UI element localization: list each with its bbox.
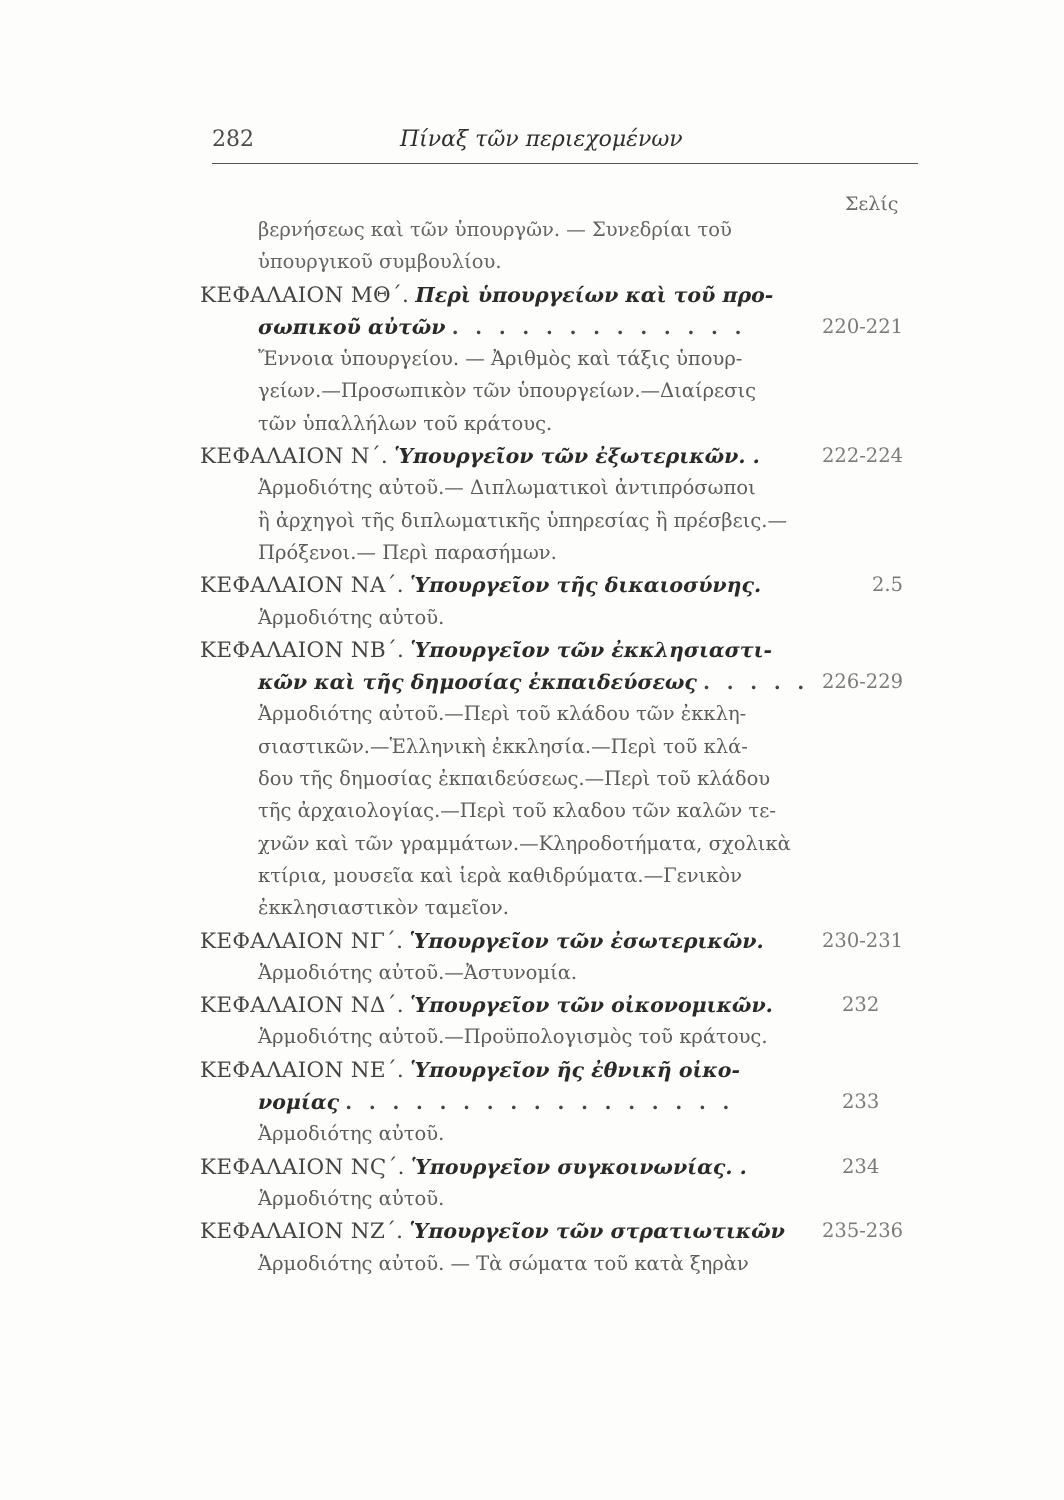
subtopic-text: Ἁρμοδιότης αὐτοῦ. — Τὰ σώματα τοῦ κατὰ ξηρὰν	[258, 1251, 749, 1275]
subtopic-line	[200, 537, 920, 569]
subtopic-line	[200, 472, 920, 504]
subtopic-line	[200, 505, 920, 537]
subtopic-line	[200, 602, 920, 634]
subtopic-line	[200, 408, 920, 440]
continuation-text: ὑπουργικοῦ συμβουλίου.	[258, 250, 502, 274]
subtopic-line	[200, 1248, 920, 1280]
chapter-label: ΚΕΦΑΛΑΙΟΝ ΝϚ΄.	[200, 1154, 405, 1180]
subtopic-text: Ἁρμοδιότης αὐτοῦ.— Διπλωματικοὶ ἀντιπρόσωποι	[258, 476, 756, 500]
chapter-label: ΚΕΦΑΛΑΙΟΝ ΜΘ΄.	[200, 282, 410, 308]
subtopic-text: ἢ ἀρχηγοὶ τῆς διπλωματικῆς ὑπηρεσίας ἢ πρέσβεις.—	[258, 508, 787, 532]
chapter-heading	[200, 279, 920, 311]
leader-dots: . . . . .	[703, 671, 810, 695]
leader-dots: . . . . . . . . . . . . . . . . .	[345, 1091, 735, 1115]
subtopic-text: Ἁρμοδιότης αὐτοῦ.—Ἀστυνομία.	[258, 960, 578, 984]
chapter-title-continuation	[200, 666, 920, 698]
chapter-label: ΚΕΦΑΛΑΙΟΝ ΝΒ΄.	[200, 637, 405, 663]
chapter-heading	[200, 925, 920, 957]
subtopic-text: τῆς ἀρχαιολογίας.—Περὶ τοῦ κλαδου τῶν καλῶν τε-	[258, 799, 776, 823]
subtopic-text: σιαστικῶν.—Ἑλληνικὴ ἐκκλησία.—Περὶ τοῦ κλά-	[258, 734, 748, 758]
subtopic-line	[200, 957, 920, 989]
chapter-heading	[200, 634, 920, 666]
continuation-text: βερνήσεως καὶ τῶν ὑπουργῶν. — Συνεδρίαι τοῦ	[258, 218, 732, 241]
leader-dots: . . . . . . . . . . . . .	[451, 315, 747, 339]
page-reference: 233	[842, 1090, 880, 1114]
chapter-title: Ὑπουργεῖον τῆς δικαιοσύνης.	[410, 573, 762, 598]
page-reference: 235-236	[822, 1219, 904, 1243]
subtopic-text: Ἁρμοδιότης αὐτοῦ.	[258, 1186, 445, 1210]
chapter-title-continuation	[200, 1086, 920, 1118]
subtopic-line	[200, 763, 920, 795]
subtopic-line	[200, 892, 920, 924]
chapter-title: Ὑπουργεῖον ῆς ἐθνικῆ οἰκο-	[410, 1057, 740, 1082]
toc-line	[200, 214, 920, 246]
subtopic-text: Ἁρμοδιότης αὐτοῦ.—Περὶ τοῦ κλάδου τῶν ἐκκλη-	[258, 702, 747, 726]
chapter-title: σωπικοῦ αὐτῶν	[258, 314, 446, 339]
subtopic-line	[200, 375, 920, 407]
page-reference: 226-229	[822, 670, 904, 694]
subtopic-line	[200, 1183, 920, 1215]
page-reference: 230-231	[822, 928, 904, 952]
header-rule	[212, 163, 918, 164]
subtopic-line	[200, 343, 920, 375]
chapter-title: Ὑπουργεῖον τῶν ἐκκλησιαστι-	[410, 637, 773, 662]
page-reference: 222-224	[822, 444, 904, 468]
subtopic-text: γείων.—Προσωπικὸν τῶν ὑπουργείων.—Διαίρεσις	[258, 379, 757, 403]
subtopic-text: χνῶν καὶ τῶν γραμμάτων.—Κληροδοτήματα, σχολικὰ	[258, 831, 791, 855]
subtopic-line	[200, 828, 920, 860]
subtopic-line	[200, 698, 920, 730]
chapter-title: Ὑπουργεῖον τῶν ἐσωτερικῶν.	[409, 928, 764, 953]
subtopic-text: δου τῆς δημοσίας ἐκπαιδεύσεως.—Περὶ τοῦ κλάδου	[258, 767, 771, 791]
page-reference: 2.5	[872, 573, 904, 597]
chapter-title: νομίας	[258, 1090, 340, 1115]
subtopic-text: Ἁρμοδιότης αὐτοῦ.	[258, 605, 445, 629]
page-reference: 232	[842, 993, 880, 1017]
page-number: 282	[212, 127, 254, 152]
chapter-title: Περὶ ὑπουργείων καὶ τοῦ προ-	[415, 282, 774, 307]
running-title: Πίναξ τῶν περιεχομένων	[400, 127, 683, 152]
chapter-heading	[200, 989, 920, 1021]
chapter-title: Ὑπουργεῖον τῶν οἰκονομικῶν.	[410, 993, 773, 1018]
toc-line	[200, 246, 920, 278]
chapter-heading	[200, 1151, 920, 1183]
chapter-label: ΚΕΦΑΛΑΙΟΝ ΝΑ΄.	[200, 573, 404, 599]
subtopic-text: τῶν ὑπαλλήλων τοῦ κράτους.	[258, 411, 553, 435]
table-of-contents	[200, 214, 920, 1280]
subtopic-line	[200, 860, 920, 892]
chapter-label: ΚΕΦΑΛΑΙΟΝ ΝΓ΄.	[200, 928, 404, 954]
chapter-label: ΚΕΦΑΛΑΙΟΝ ΝΔ΄.	[200, 993, 404, 1019]
chapter-title: Ὑπουργεῖον συγκοινωνίας. .	[410, 1154, 747, 1179]
page-reference: 234	[842, 1154, 880, 1178]
subtopic-text: Ἔννοια ὑπουργείου. — Ἀριθμὸς καὶ τάξις ὑπουρ-	[258, 347, 743, 371]
chapter-heading	[200, 440, 920, 472]
subtopic-line	[200, 795, 920, 827]
chapter-label: ΚΕΦΑΛΑΙΟΝ Ν΄.	[200, 444, 389, 470]
page-reference: 220-221	[822, 314, 904, 338]
chapter-title-continuation	[200, 311, 920, 343]
subtopic-line	[200, 1021, 920, 1053]
chapter-heading	[200, 569, 920, 601]
chapter-title: Ὑπουργεῖον τῶν στρατιωτικῶν	[409, 1219, 785, 1244]
subtopic-text: Ἁρμοδιότης αὐτοῦ.	[258, 1122, 445, 1146]
chapter-heading	[200, 1054, 920, 1086]
subtopic-text: ἐκκλησιαστικὸν ταμεῖον.	[258, 896, 509, 920]
subtopic-text: Πρόξενοι.— Περὶ παρασήμων.	[258, 540, 557, 564]
chapter-title: κῶν καὶ τῆς δημοσίας ἐκπαιδεύσεως	[258, 670, 697, 695]
chapter-heading	[200, 1215, 920, 1247]
subtopic-text: Ἁρμοδιότης αὐτοῦ.—Προϋπολογισμὸς τοῦ κράτους.	[258, 1025, 768, 1049]
subtopic-line	[200, 731, 920, 763]
chapter-label: ΚΕΦΑΛΑΙΟΝ ΝΖ΄.	[200, 1219, 404, 1245]
subtopic-text: κτίρια, μουσεῖα καὶ ἱερὰ καθιδρύματα.—Γενικὸν	[258, 863, 742, 887]
subtopic-line	[200, 1118, 920, 1150]
chapter-title: Ὑπουργεῖον τῶν ἐξωτερικῶν. .	[394, 444, 760, 469]
chapter-label: ΚΕΦΑΛΑΙΟΝ ΝΕ΄.	[200, 1057, 405, 1083]
page-column-label: Σελίς	[845, 193, 899, 215]
